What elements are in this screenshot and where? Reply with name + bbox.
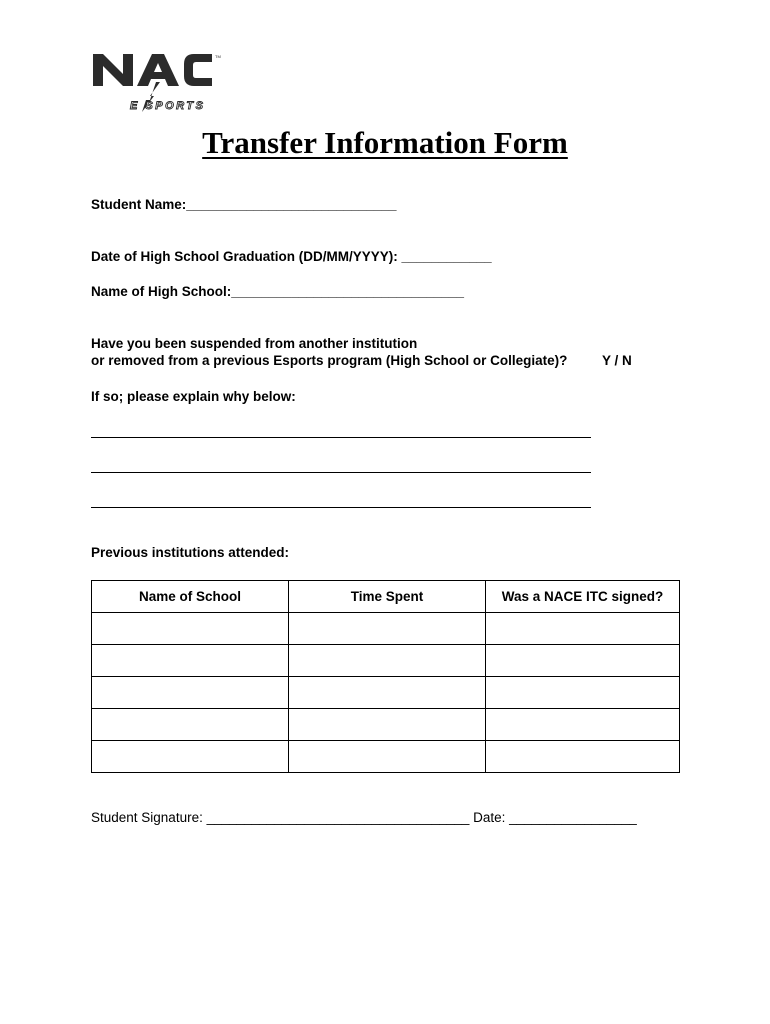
student-name-field[interactable]: Student Name:____________________________ — [91, 197, 397, 212]
table-cell[interactable] — [92, 677, 289, 709]
graduation-date-field[interactable]: Date of High School Graduation (DD/MM/YYYY): ____________ — [91, 249, 492, 264]
col-name-of-school: Name of School — [92, 581, 289, 613]
table-row — [92, 709, 680, 741]
table-cell[interactable] — [289, 645, 486, 677]
logo-letter-n — [93, 54, 133, 86]
table-cell[interactable] — [486, 709, 680, 741]
col-time-spent: Time Spent — [289, 581, 486, 613]
table-cell[interactable] — [486, 677, 680, 709]
explanation-line-3[interactable] — [91, 507, 591, 508]
table-row — [92, 677, 680, 709]
logo-letter-c — [184, 54, 212, 86]
logo-letter-a — [137, 54, 179, 86]
institutions-table — [91, 580, 680, 773]
table-cell[interactable] — [92, 613, 289, 645]
table-cell[interactable] — [486, 741, 680, 773]
table-cell[interactable] — [289, 677, 486, 709]
table-header-row — [92, 581, 680, 613]
logo-tm: TM — [215, 54, 221, 59]
explain-label: If so; please explain why below: — [91, 389, 296, 404]
suspension-question-line1: Have you been suspended from another institution — [91, 336, 418, 351]
explanation-line-2[interactable] — [91, 472, 591, 473]
nac-esports-logo — [90, 46, 250, 112]
table-cell[interactable] — [486, 613, 680, 645]
table-cell[interactable] — [289, 613, 486, 645]
table-row — [92, 613, 680, 645]
table-cell[interactable] — [486, 645, 680, 677]
table-cell[interactable] — [289, 741, 486, 773]
col-nace-itc-signed: Was a NACE ITC signed? — [486, 581, 680, 613]
signature-date-field[interactable]: Student Signature: ___________________________________ Date: _________________ — [91, 810, 637, 825]
page-title: Transfer Information Form — [202, 125, 568, 160]
table-cell[interactable] — [92, 741, 289, 773]
table-cell[interactable] — [92, 709, 289, 741]
previous-institutions-label: Previous institutions attended: — [91, 545, 290, 560]
table-row — [92, 741, 680, 773]
table-cell[interactable] — [92, 645, 289, 677]
logo-subtitle: E SPORTS — [130, 100, 206, 112]
table-row — [92, 645, 680, 677]
high-school-field[interactable]: Name of High School:_______________________________ — [91, 284, 465, 299]
explanation-line-1[interactable] — [91, 437, 591, 438]
table-cell[interactable] — [289, 709, 486, 741]
suspension-question-line2: or removed from a previous Esports program (High School or Collegiate)? — [91, 353, 568, 368]
yes-no-choice[interactable]: Y / N — [602, 353, 632, 368]
